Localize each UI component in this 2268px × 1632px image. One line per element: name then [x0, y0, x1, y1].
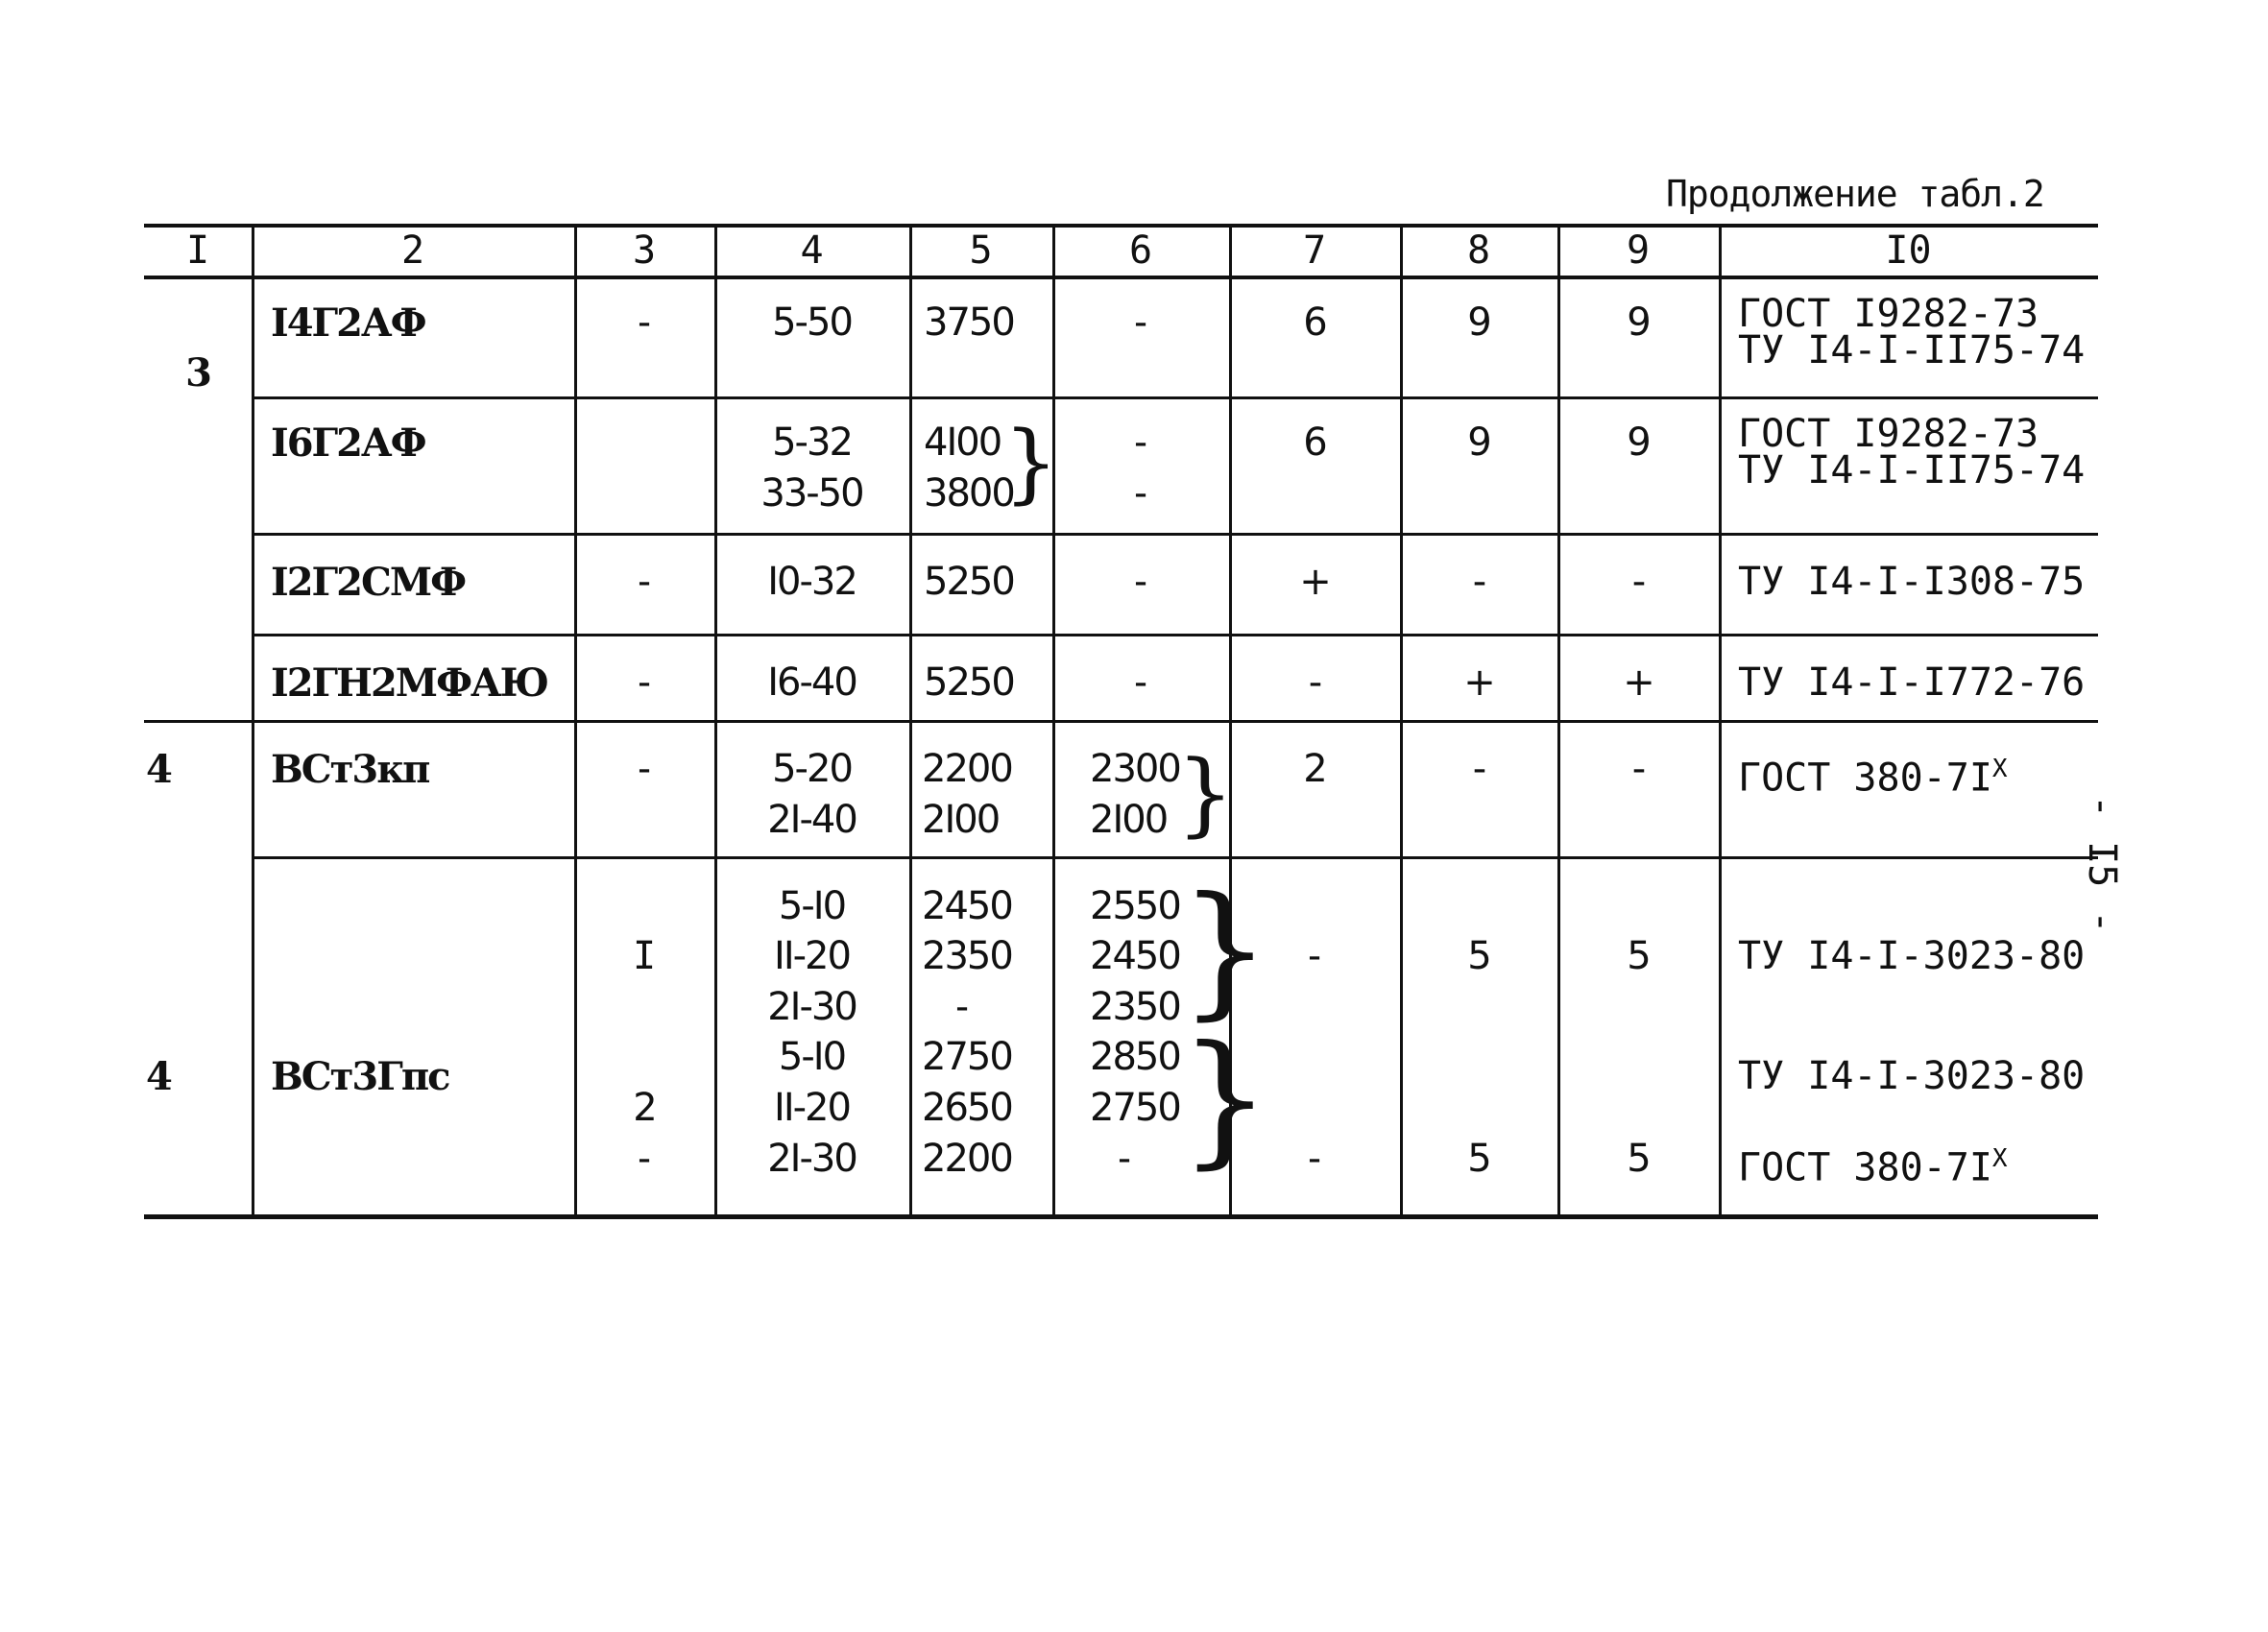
rule [254, 533, 2098, 536]
standard-ref: ТУ I4-I-I772-76 [1738, 660, 2086, 705]
table-cell: 2650 [922, 1086, 1012, 1130]
header-cell: 9 [1626, 228, 1651, 273]
column-divider [574, 224, 577, 1217]
table-cell: - [1472, 747, 1485, 791]
standard-ref: ТУ I4-I-3023-80 [1738, 1054, 2086, 1098]
table-cell: 2350 [1090, 985, 1180, 1029]
table-cell: + [1463, 660, 1494, 705]
table-cell: - [1128, 300, 1153, 345]
header-cell: 3 [632, 228, 657, 273]
group-number: 4 [146, 747, 171, 792]
steel-grade: I6Г2АФ [271, 420, 425, 466]
table-cell: - [632, 300, 657, 345]
table-cell: - [1631, 747, 1645, 791]
steel-grade: ВСт3Гпс [271, 1054, 449, 1099]
table-cell: II-20 [774, 934, 850, 978]
table-cell: 2200 [922, 1137, 1012, 1181]
table-cell: - [632, 1137, 657, 1181]
table-cell: 9 [1627, 300, 1650, 345]
table-cell: 2550 [1090, 884, 1180, 928]
table-cell: I [632, 934, 657, 978]
table-cell: 2450 [922, 884, 1012, 928]
steel-grade: ВСт3кп [271, 747, 429, 792]
group-number: 3 [185, 350, 210, 396]
table-cell: 2300 [1090, 747, 1180, 791]
table-cell: 2750 [1090, 1086, 1180, 1130]
rule [144, 720, 2098, 723]
column-divider [1400, 224, 1403, 1217]
standard-ref: ГОСТ I9282-73 [1738, 412, 2039, 456]
superscript: X [1991, 755, 2008, 783]
table-cell: 5250 [924, 560, 1014, 604]
standard-ref [1738, 1134, 2008, 1193]
header-cell: 2 [400, 228, 425, 273]
table-cell: 2350 [922, 934, 1012, 978]
table-cell: 6 [1303, 420, 1326, 465]
table-cell: 2 [1303, 747, 1326, 791]
rule [254, 396, 2098, 399]
table-cell: - [632, 560, 657, 604]
standard-ref-text: ГОСТ 380-7I [1738, 756, 1992, 801]
header-cell: 7 [1302, 228, 1327, 273]
table-cell: 2750 [922, 1035, 1012, 1079]
table-cell: 5-I0 [778, 884, 846, 928]
table-cell: - [1128, 660, 1153, 705]
table-cell: 5 [1467, 934, 1490, 978]
table-cell: - [950, 985, 975, 1029]
steel-grade: I2ГН2МФАЮ [271, 660, 548, 706]
rule [254, 634, 2098, 636]
table-cell: 2 [633, 1086, 656, 1130]
table-cell: 2450 [1090, 934, 1180, 978]
steel-grade: I4Г2АФ [271, 300, 425, 346]
table-cell: 5 [1627, 1137, 1650, 1181]
table-cell: 9 [1467, 420, 1490, 465]
header-cell: 8 [1466, 228, 1491, 273]
table-cell: 4I00 [924, 420, 1001, 465]
header-cell: 4 [800, 228, 824, 273]
brace: } [1179, 867, 1271, 1034]
brace: } [1003, 413, 1059, 514]
table-cell: 3750 [924, 300, 1014, 345]
table-cell: 2I-30 [767, 1137, 857, 1181]
table-cell: - [1308, 660, 1321, 705]
table-cell: 9 [1627, 420, 1650, 465]
table-cell: II-20 [774, 1086, 850, 1130]
column-divider [1557, 224, 1560, 1217]
table-cell: I0-32 [767, 560, 857, 604]
table-cell: 5-50 [772, 300, 852, 345]
column-divider [909, 224, 912, 1217]
table-cell: 2I-30 [767, 985, 857, 1029]
table-cell: 5-20 [772, 747, 852, 791]
table-caption: Продолжение табл.2 [1666, 173, 2044, 215]
table-cell: 5 [1467, 1137, 1490, 1181]
header-cell: 6 [1128, 228, 1153, 273]
standard-ref: ГОСТ I9282-73 [1738, 292, 2039, 336]
table-cell: - [1472, 560, 1485, 604]
table-cell: - [1128, 471, 1153, 516]
standard-ref: ТУ I4-I-II75-74 [1738, 448, 2086, 492]
table-cell: 9 [1467, 300, 1490, 345]
column-divider [252, 224, 254, 1217]
rule [254, 856, 2098, 859]
table-cell: 5250 [924, 660, 1014, 705]
table-cell: + [1623, 660, 1653, 705]
standard-ref [1738, 744, 2008, 804]
table-cell: - [1631, 560, 1645, 604]
table-cell: 2I-40 [767, 798, 857, 842]
standard-ref-text: ГОСТ 380-7I [1738, 1145, 1992, 1190]
table-cell: 2I00 [1090, 798, 1168, 842]
data-table [144, 221, 2098, 1219]
group-number: 4 [146, 1054, 171, 1099]
table-cell: 5-I0 [778, 1035, 846, 1079]
standard-ref: ТУ I4-I-3023-80 [1738, 934, 2086, 978]
table-cell: + [1299, 560, 1330, 604]
table-cell: 2850 [1090, 1035, 1180, 1079]
table-cell: - [1302, 1137, 1327, 1181]
standard-ref: ТУ I4-I-I308-75 [1738, 560, 2086, 604]
standard-ref: ТУ I4-I-II75-74 [1738, 328, 2086, 372]
header-cell: I [185, 228, 210, 273]
table-cell: - [1112, 1137, 1137, 1181]
table-cell: 6 [1303, 300, 1326, 345]
table-cell: - [632, 747, 657, 791]
table-cell: - [1302, 934, 1327, 978]
superscript: X [1991, 1144, 2008, 1173]
table-cell: 5 [1627, 934, 1650, 978]
table-cell: 5-32 [772, 420, 852, 465]
table-cell: 2I00 [922, 798, 1000, 842]
header-cell: 5 [969, 228, 993, 273]
table-cell: - [1128, 420, 1153, 465]
table-cell: I6-40 [767, 660, 857, 705]
table-cell: - [1128, 560, 1153, 604]
brace: } [1176, 741, 1235, 847]
rule [144, 1214, 2098, 1219]
column-divider [1719, 224, 1722, 1217]
table-cell: 33-50 [760, 471, 863, 516]
header-cell: I0 [1885, 228, 1932, 273]
brace: } [1179, 1016, 1271, 1183]
column-divider [1052, 224, 1055, 1217]
table-cell: - [632, 660, 657, 705]
table-cell: 2200 [922, 747, 1012, 791]
steel-grade: I2Г2СМФ [271, 560, 466, 605]
table-cell: 3800 [924, 471, 1014, 516]
page-number: - I5 - [2080, 795, 2124, 934]
